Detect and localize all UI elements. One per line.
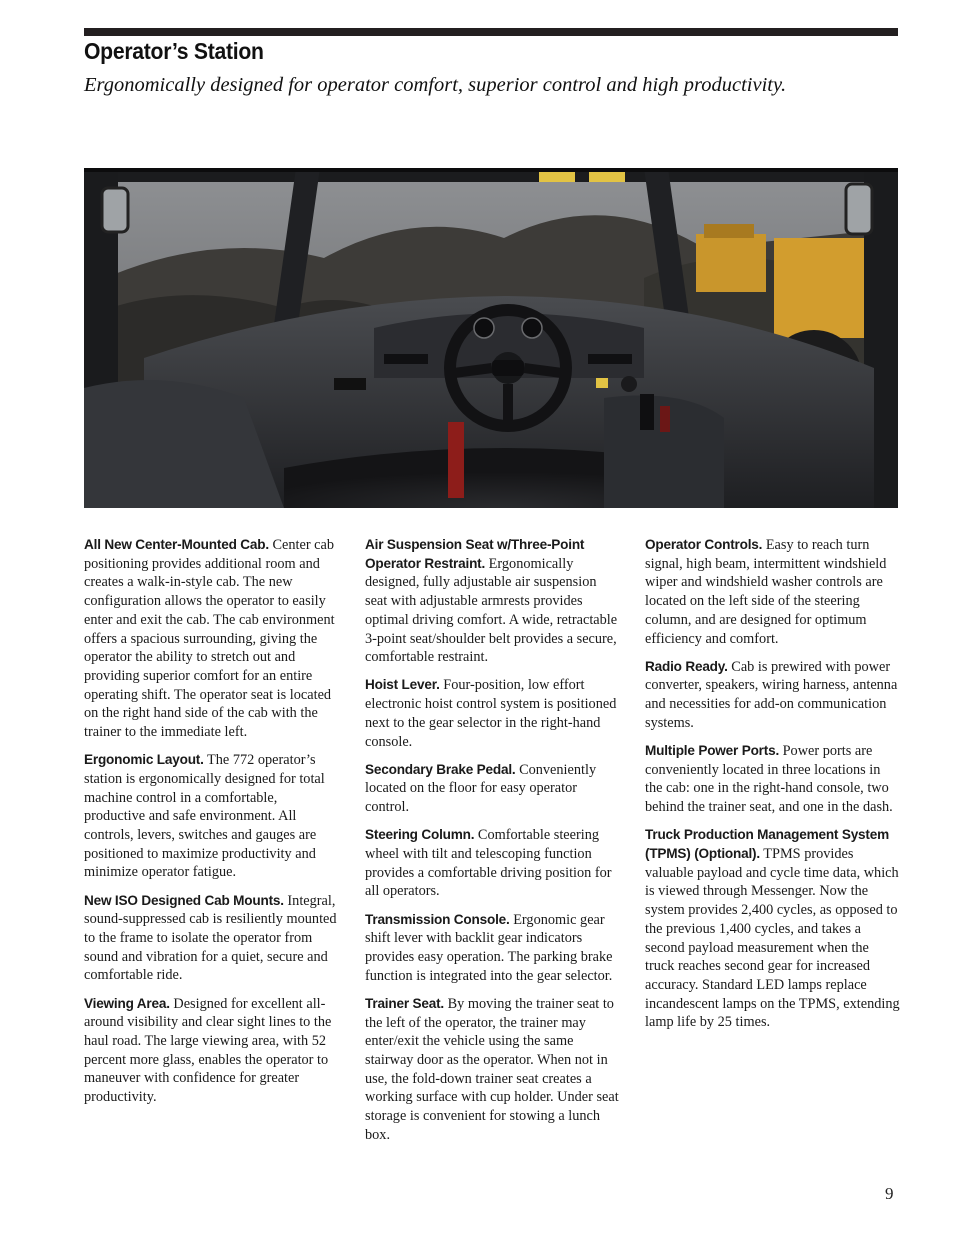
paragraph <box>365 676 620 751</box>
page-title: Operator’s Station <box>84 38 264 64</box>
page-number: 9 <box>885 1184 894 1203</box>
paragraph-heading: Hoist Lever. <box>365 677 440 693</box>
paragraph <box>365 911 620 986</box>
paragraph-heading: Radio Ready. <box>645 658 728 674</box>
paragraph-heading: Secondary Brake Pedal. <box>365 761 516 777</box>
page-subtitle: Ergonomically designed for operator comfort, superior control and high productivity. <box>84 74 787 96</box>
paragraph <box>365 826 620 901</box>
paragraph-text: Conveniently located on the floor for easy operator control. <box>365 761 597 816</box>
text-column-3 <box>645 536 900 1042</box>
paragraph-text: TPMS provides valuable payload and cycle time data, which is viewed through Messenger. Now the system provides 2,400 cycles, as opposed to the previous 1,400 cycles, and takes a second payload measurement when the truck reaches second gear for increased accuracy. Standard LED lamps replace incandescent lamps on the TPMS, extending lamp life by 25 times. <box>645 846 900 1031</box>
paragraph-text: Center cab positioning provides additional room and creates a walk-in-style cab. The new configuration allows the operator to easily enter and exit the cab. The cab environment offers a spacious surrounding, giving the operator the ability to stretch out and providing superior comfort for an entire operating shift. The operator seat is located on the right hand side of the cab with the trainer to the immediate left. <box>84 537 335 741</box>
paragraph-heading: Trainer Seat. <box>365 995 445 1011</box>
paragraph-heading: Multiple Power Ports. <box>645 743 780 759</box>
paragraph <box>645 536 900 648</box>
text-column-1 <box>84 536 339 1116</box>
paragraph-heading: Viewing Area. <box>84 995 170 1011</box>
paragraph-heading: All New Center-Mounted Cab. <box>84 537 269 552</box>
paragraph-heading: Air Suspension Seat w/Three-Point Operator Restraint. <box>365 537 585 571</box>
paragraph-text: Ergonomic gear shift lever with backlit gear indicators provides easy operation. The parking brake function is integrated into the gear selector. <box>365 911 613 984</box>
paragraph-text: Easy to reach turn signal, high beam, intermittent windshield wiper and windshield washer controls are located on the left side of the steering column, and are designed for optimum efficiency and comfort. <box>645 537 887 647</box>
paragraph <box>645 742 900 817</box>
paragraph-text: Designed for excellent all-around visibility and clear sight lines to the haul road. The large viewing area, with 52 percent more glass, enables the operator to maneuver with confidence for greater productivity. <box>84 995 332 1106</box>
paragraph-heading: Truck Production Management System (TPMS) (Optional). <box>645 827 889 862</box>
paragraph <box>84 536 339 742</box>
paragraph-text: Integral, sound-suppressed cab is resiliently mounted to the frame to isolate the operator from sound and vibration for a quiet, secure and comfortable ride. <box>84 892 337 984</box>
paragraph <box>365 536 620 667</box>
paragraph-text: Comfortable steering wheel with tilt and telescoping function provides a comfortable driving position for all operators. <box>365 827 612 900</box>
paragraph-text: Ergonomically designed, fully adjustable air suspension seat with adjustable armrests provides optimal driving comfort. A wide, retractable 3-point seat/shoulder belt provides a secure, comfortable restraint. <box>365 555 618 666</box>
paragraph-heading: Operator Controls. <box>645 537 763 552</box>
paragraph <box>84 751 339 882</box>
paragraph <box>645 658 900 733</box>
text-column-2 <box>365 536 620 1154</box>
paragraph <box>365 995 620 1145</box>
paragraph-text: Cab is prewired with power converter, speakers, wiring harness, antenna and necessities for add-on communication systems. <box>645 658 898 731</box>
header-rule <box>84 28 898 36</box>
paragraph-text: By moving the trainer seat to the left of the operator, the trainer may enter/exit the vehicle using the same stairway door as the operator. When not in use, the fold-down trainer seat creates a working surface with cup holder. Under seat storage is convenient for stowing a lunch box. <box>365 995 619 1143</box>
paragraph-text: Power ports are conveniently located in three locations in the cab: one in the right-hand console, two behind the trainer seat, and one in the dash. <box>645 743 893 816</box>
paragraph-text: The 772 operator’s station is ergonomically designed for total machine control in a comfortable, productive and safe environment. All controls, levers, switches and gauges are positioned to maximize productivity and minimize operator fatigue. <box>84 752 325 881</box>
paragraph <box>84 995 339 1107</box>
paragraph-heading: New ISO Designed Cab Mounts. <box>84 892 284 908</box>
paragraph <box>645 826 900 1032</box>
paragraph-heading: Steering Column. <box>365 827 475 843</box>
paragraph-heading: Ergonomic Layout. <box>84 752 204 768</box>
paragraph <box>84 892 339 986</box>
cab-interior-photo <box>84 168 898 508</box>
paragraph-text: Four-position, low effort electronic hoist control system is positioned next to the gear selector in the right-hand console. <box>365 677 617 750</box>
paragraph <box>365 761 620 817</box>
paragraph-heading: Transmission Console. <box>365 911 510 927</box>
